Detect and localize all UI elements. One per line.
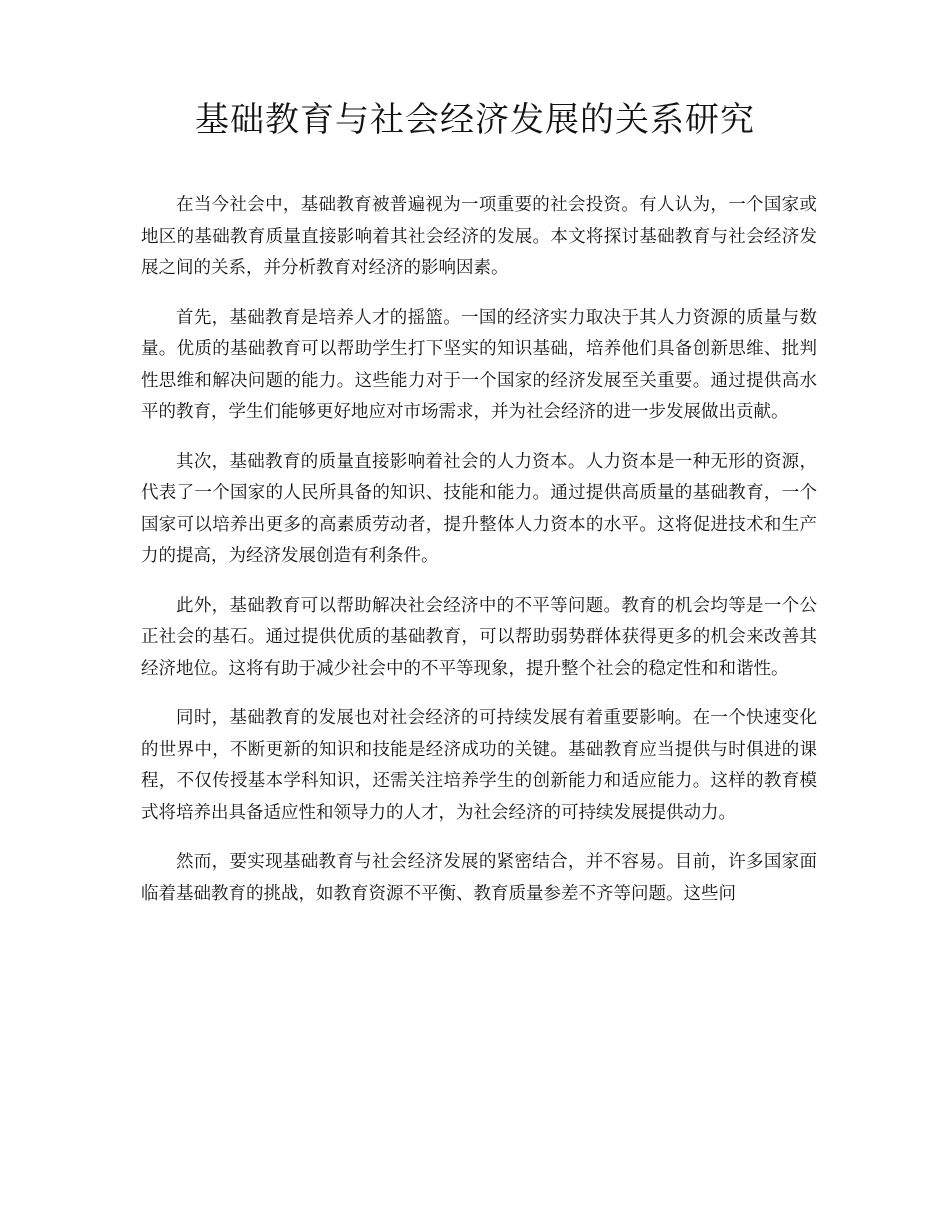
paragraph-4: 此外，基础教育可以帮助解决社会经济中的不平等问题。教育的机会均等是一个公正社会的基石。通过提供优质的基础教育，可以帮助弱势群体获得更多的机会来改善其经济地位。这将有助于减少社会中的不平等现象，提升整个社会的稳定性和和谐性。 [141, 595, 817, 679]
paragraph-3: 其次，基础教育的质量直接影响着社会的人力资本。人力资本是一种无形的资源，代表了一个国家的人民所具备的知识、技能和能力。通过提供高质量的基础教育，一个国家可以培养出更多的高素质劳动者，提升整体人力资本的水平。这将促进技术和生产力的提高，为经济发展创造有利条件。 [141, 451, 817, 566]
paragraph-1: 在当今社会中，基础教育被普遍视为一项重要的社会投资。有人认为，一个国家或地区的基础教育质量直接影响着其社会经济的发展。本文将探讨基础教育与社会经济发展之间的关系，并分析教育对经济的影响因素。 [141, 195, 817, 278]
document-body [141, 190, 817, 928]
paragraph-2: 首先，基础教育是培养人才的摇篮。一国的经济实力取决于其人力资源的质量与数量。优质的基础教育可以帮助学生打下坚实的知识基础，培养他们具备创新思维、批判性思维和解决问题的能力。这些能力对于一个国家的经济发展至关重要。通过提供高水平的教育，学生们能够更好地应对市场需求，并为社会经济的进一步发展做出贡献。 [141, 307, 817, 422]
paragraph-6: 然而，要实现基础教育与社会经济发展的紧密结合，并不容易。目前，许多国家面临着基础教育的挑战，如教育资源不平衡、教育质量参差不齐等问题。这些问 [141, 852, 817, 904]
paragraph-5: 同时，基础教育的发展也对社会经济的可持续发展有着重要影响。在一个快速变化的世界中，不断更新的知识和技能是经济成功的关键。基础教育应当提供与时俱进的课程，不仅传授基本学科知识，还需关注培养学生的创新能力和适应能力。这样的教育模式将培养出具备适应性和领导力的人才，为社会经济的可持续发展提供动力。 [141, 708, 817, 823]
document-title: 基础教育与社会经济发展的关系研究 [195, 100, 755, 140]
